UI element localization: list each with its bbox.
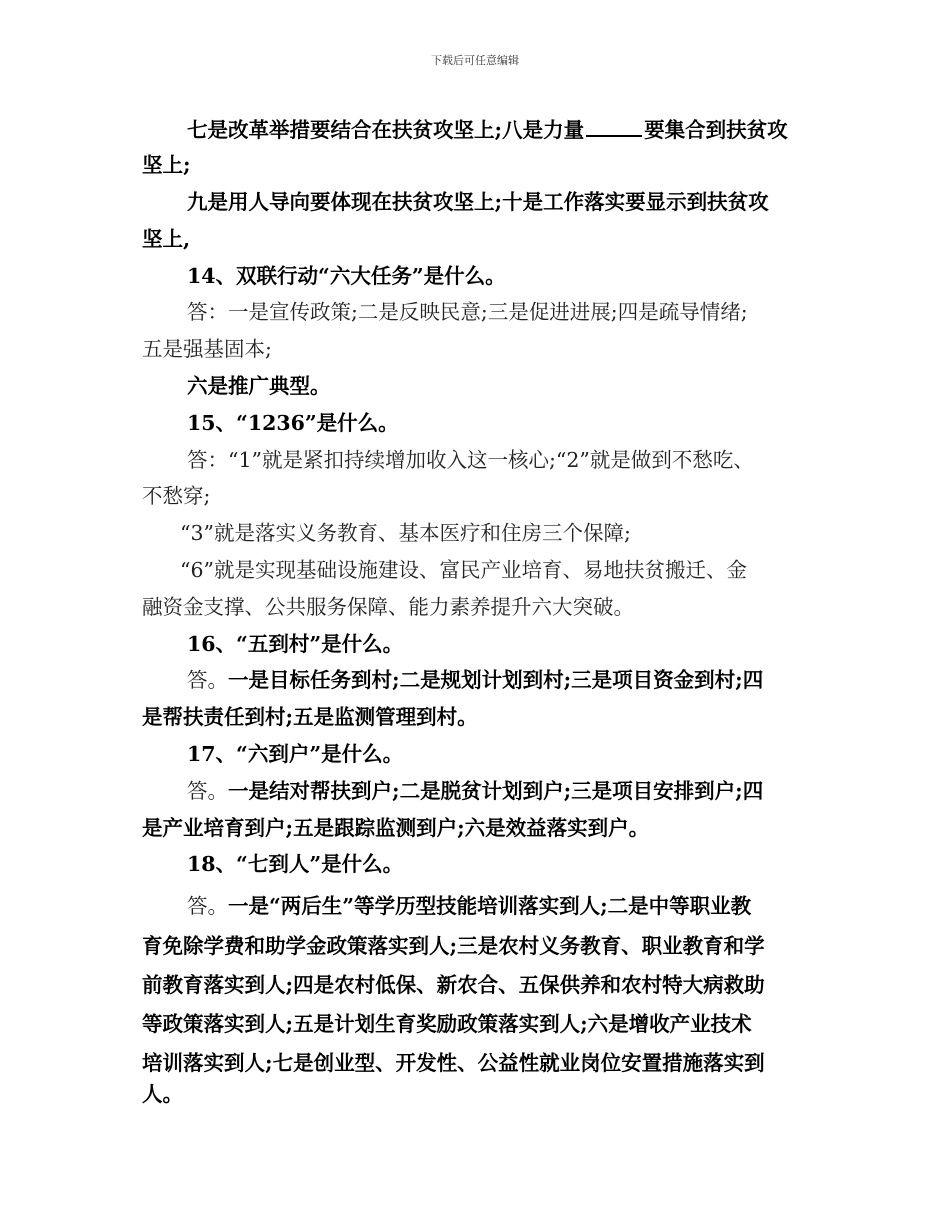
text-line-13: “6”就是实现基础设施建设、富民产业培育、易地扶贫搬迁、金 — [180, 558, 748, 582]
text-line-11: 不愁穿; — [142, 484, 211, 508]
answer-prefix: 答。 — [187, 779, 228, 803]
text-line-26: 培训落实到人;七是创业型、开发性、公益性就业岗位安置措施落实到 — [142, 1051, 765, 1075]
text-line-8: 六是推广典型。 — [187, 374, 331, 398]
text-line-17: 是帮扶责任到村;五是监测管理到村。 — [142, 705, 478, 729]
text-line-14: 融资金支撑、公共服务保障、能力素养提升六大突破。 — [142, 595, 634, 619]
page-header: 下载后可任意编辑 — [431, 54, 519, 67]
text-line-12: “3”就是落实义务教育、基本医疗和住房三个保障; — [180, 521, 631, 545]
text-line-20: 是产业培育到户;五是跟踪监测到户;六是效益落实到户。 — [142, 816, 650, 840]
text-line-7: 五是强基固本; — [142, 337, 272, 361]
text-line-10: 答：“1”就是紧扣持续增加收入这一核心;“2”就是做到不愁吃、 — [187, 448, 754, 472]
text-segment: 一是“两后生”等学历型技能培训落实到人;二是中等职业教 — [228, 894, 752, 918]
text-line-27: 人。 — [142, 1082, 183, 1106]
text-line-19 — [187, 779, 763, 803]
fill-blank — [586, 117, 642, 137]
text-segment: 一是目标任务到村;二是规划计划到村;三是项目资金到村;四 — [228, 668, 764, 692]
answer-prefix: 答。 — [187, 668, 228, 692]
text-line-3: 九是用人导向要体现在扶贫攻坚上;十是工作落实要显示到扶贫攻 — [187, 190, 769, 214]
text-segment: 一是结对帮扶到户;二是脱贫计划到户;三是项目安排到户;四 — [228, 779, 764, 803]
question-16: 16、“五到村”是什么。 — [187, 632, 404, 656]
answer-prefix: 答。 — [187, 894, 228, 918]
question-14: 14、双联行动“六大任务”是什么。 — [187, 264, 506, 288]
text-line-23: 育免除学费和助学金政策落实到人;三是农村义务教育、职业教育和学 — [142, 934, 765, 958]
text-line-25: 等政策落实到人;五是计划生育奖励政策落实到人;六是增收产业技术 — [142, 1012, 752, 1036]
text-line-4: 坚上, — [142, 227, 191, 251]
text-line-16 — [187, 668, 763, 692]
text-segment: 七是改革举措要结合在扶贫攻坚上;八是力量 — [187, 118, 585, 142]
text-line-1 — [187, 117, 788, 142]
text-line-24: 前教育落实到人;四是农村低保、新农合、五保供养和农村特大病救助 — [142, 973, 765, 997]
text-line-6: 答：一是宣传政策;二是反映民意;三是促进进展;四是疏导情绪; — [187, 300, 748, 324]
question-18: 18、“七到人”是什么。 — [187, 852, 404, 876]
text-segment: 要集合到扶贫攻 — [644, 118, 788, 142]
question-15: 15、“1236”是什么。 — [187, 411, 399, 435]
text-line-2: 坚上; — [142, 153, 191, 177]
question-17: 17、“六到户”是什么。 — [187, 742, 404, 766]
text-line-22 — [187, 894, 751, 918]
